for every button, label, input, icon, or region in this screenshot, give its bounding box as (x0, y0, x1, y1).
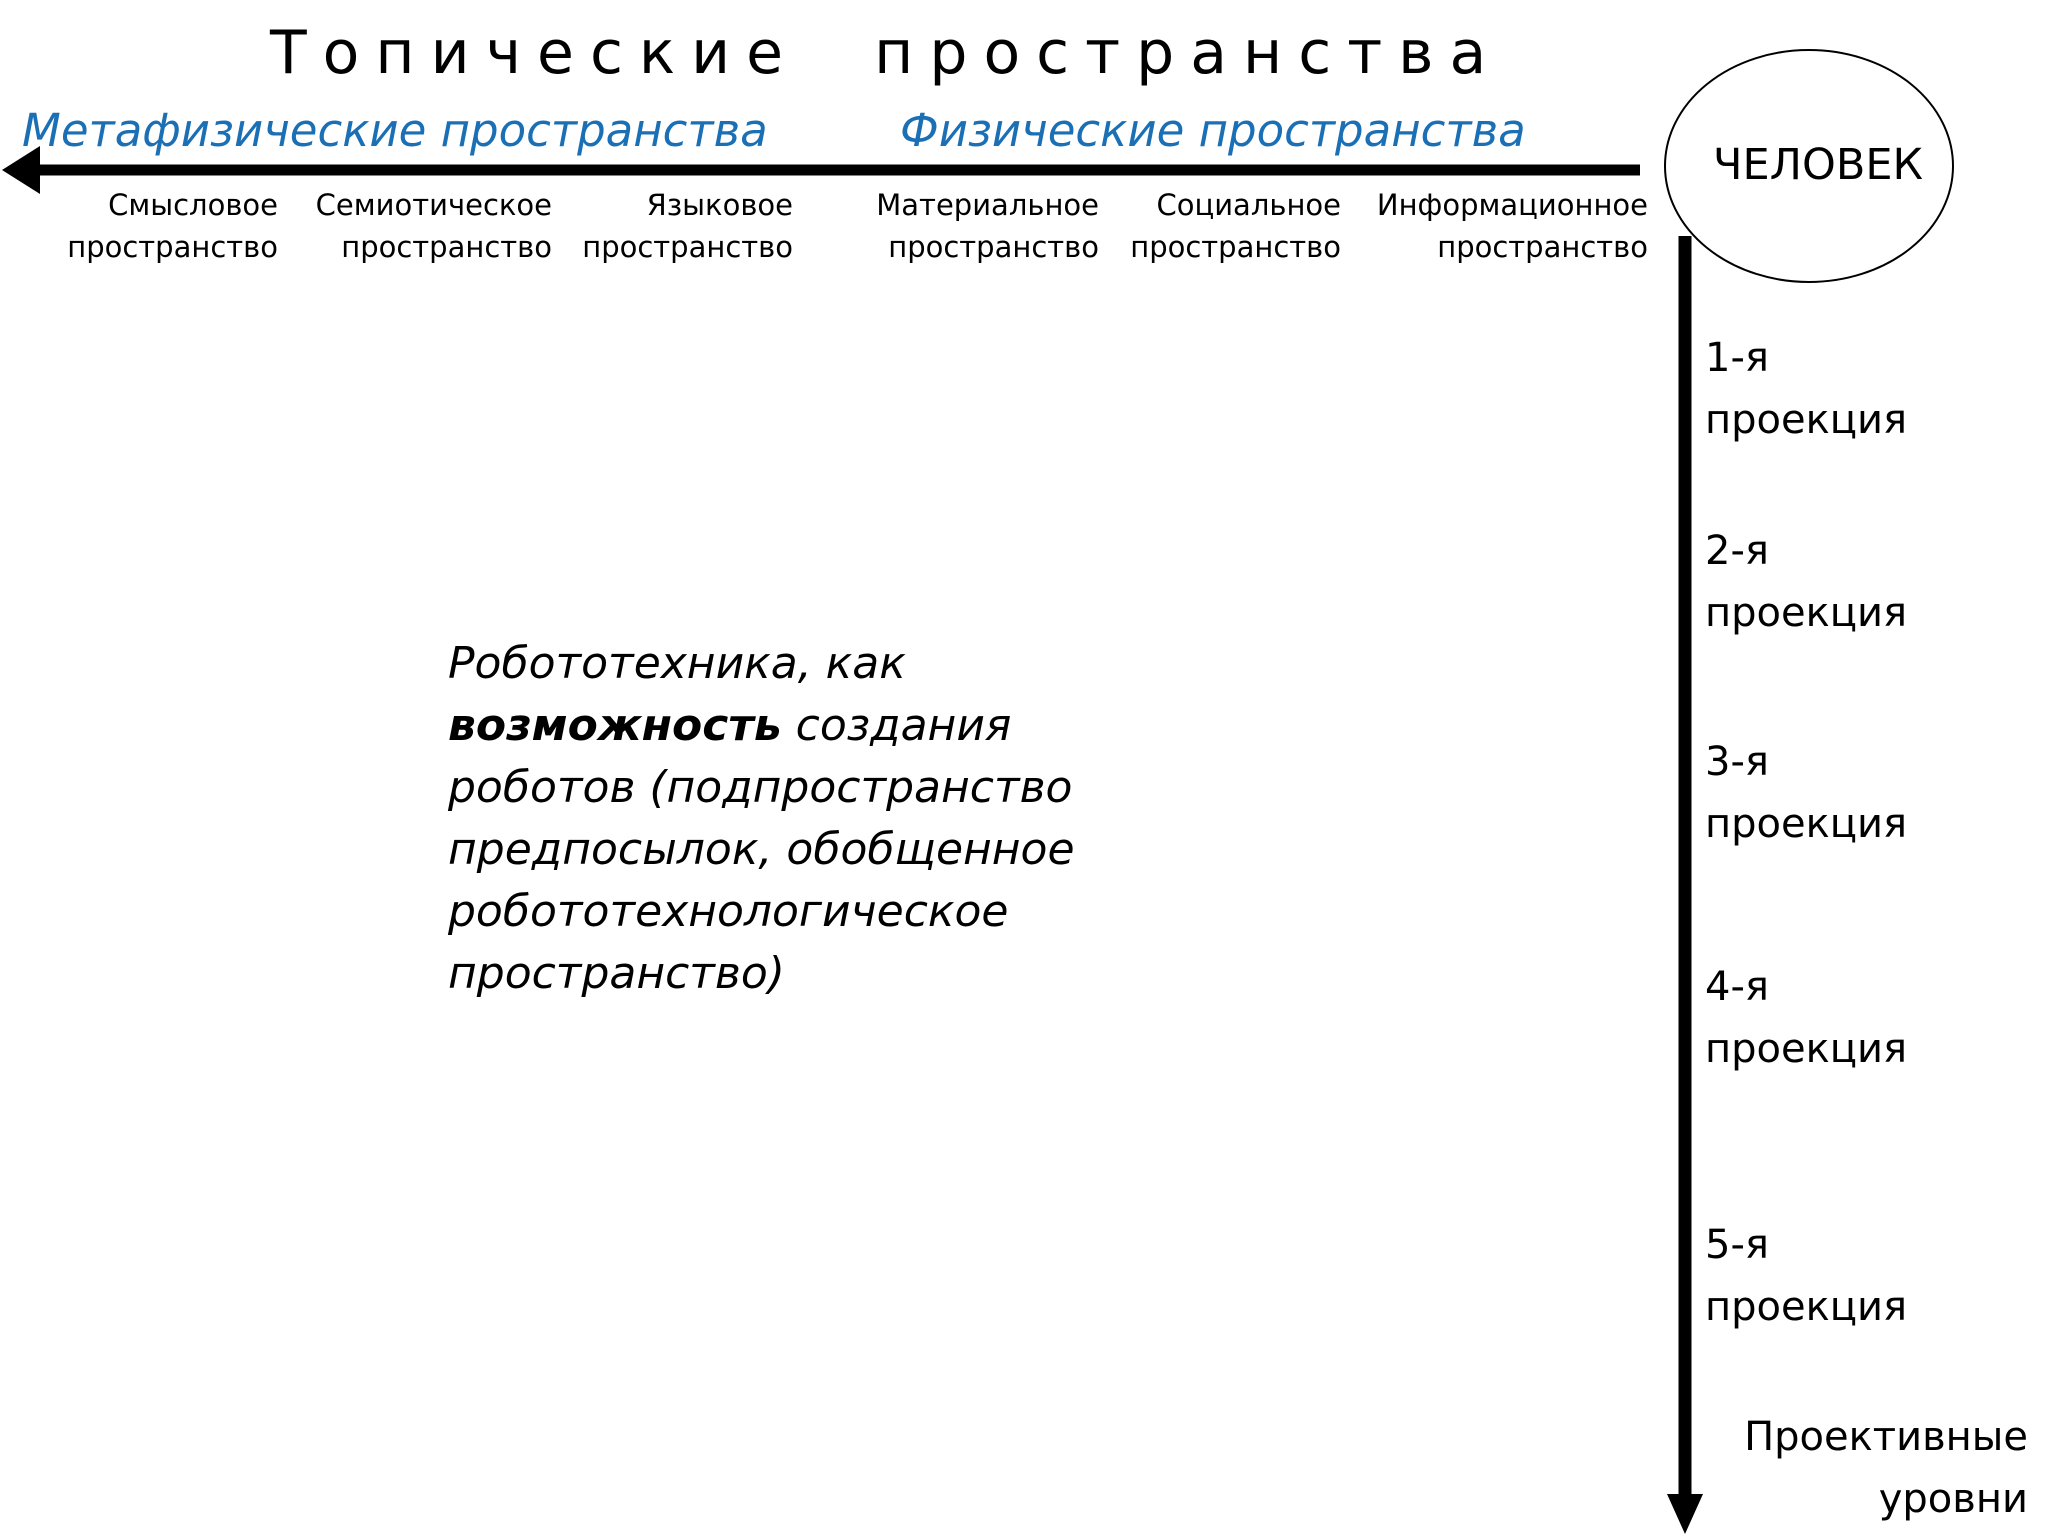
metaphysical-spaces-label: Метафизические пространства (22, 104, 768, 157)
robotics-text-bold: возможность (448, 700, 782, 751)
projection-2: 2-я проекция (1705, 528, 1908, 636)
robotics-description (448, 633, 1148, 1005)
projection-4: 4-я проекция (1705, 964, 1908, 1072)
diagram-title: Топические пространства (270, 18, 1503, 88)
space-label-semiotic: Семиотическое пространство (315, 188, 552, 264)
projection-1: 1-я проекция (1705, 335, 1908, 443)
robotics-text-end: создания роботов (подпространство предпосылок, обобщенное робототехнологическое пространство) (448, 700, 1075, 999)
space-label-material: Материальное пространство (876, 188, 1099, 264)
projective-levels-label: Проективные уровни (1744, 1414, 2028, 1522)
robotics-text-start: Робототехника, как (448, 638, 906, 689)
physical-spaces-label: Физические пространства (900, 104, 1526, 157)
space-label-social: Социальное пространство (1130, 188, 1341, 264)
space-label-semantic: Смысловое пространство (67, 188, 278, 264)
human-label: ЧЕЛОВЕК (1713, 140, 1924, 190)
space-label-linguistic: Языковое пространство (582, 188, 793, 264)
space-label-informational: Информационное пространство (1376, 188, 1648, 264)
projection-3: 3-я проекция (1705, 739, 1908, 847)
vertical-axis-arrowhead (1667, 1494, 1703, 1534)
projection-5: 5-я проекция (1705, 1222, 1908, 1330)
